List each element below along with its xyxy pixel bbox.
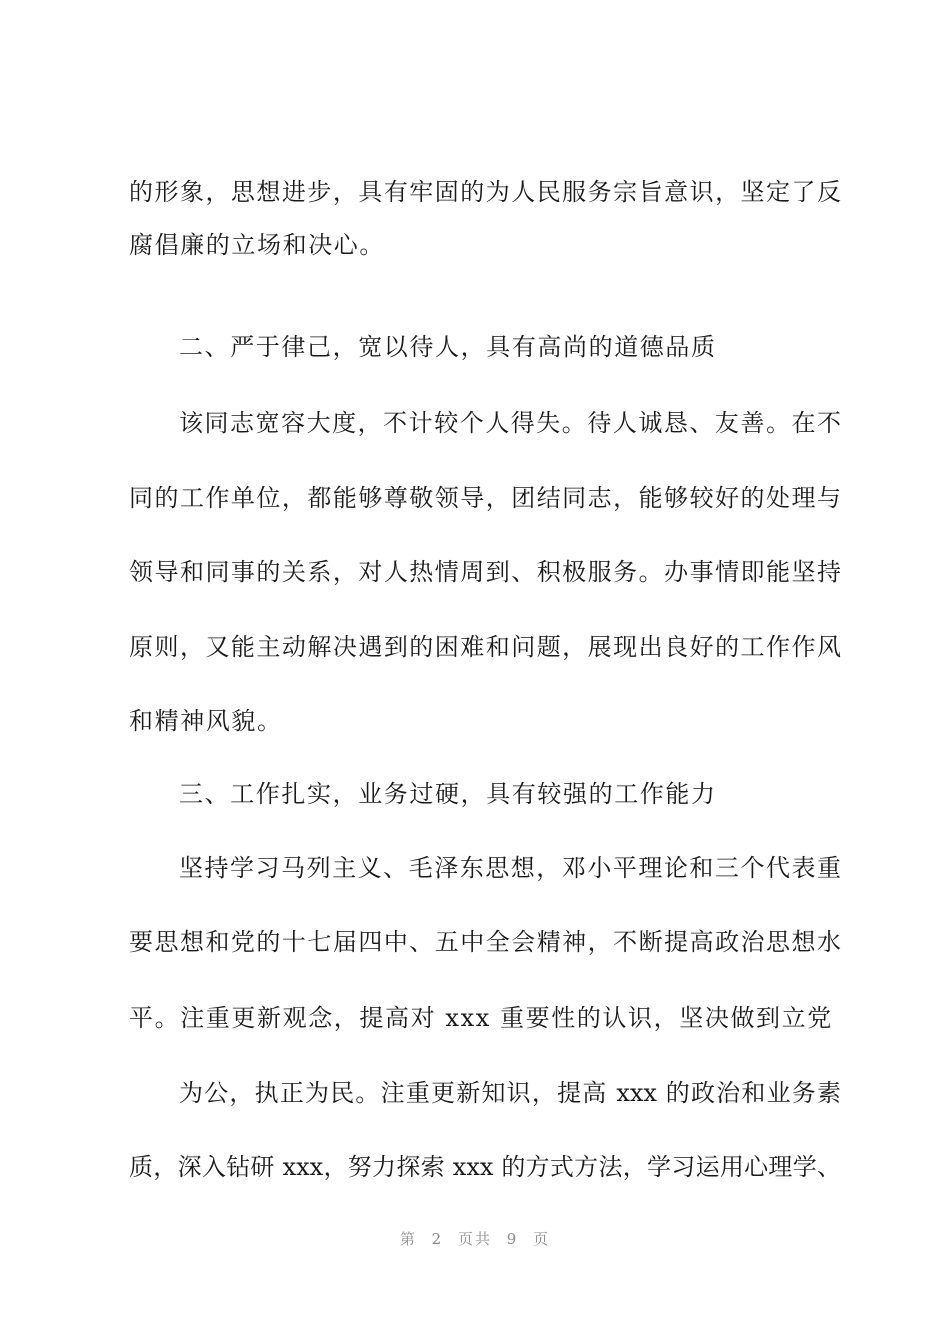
text-line-6: 领导和同事的关系，对人热情周到、积极服务。办事情即能坚持	[129, 558, 841, 586]
text-line-4: 该同志宽容大度，不计较个人得失。待人诚恳、友善。在不	[179, 409, 841, 437]
text-line-8: 和精神风貌。	[129, 707, 283, 735]
section-heading-2: 二、严于律己，宽以待人，具有高尚的道德品质	[179, 333, 717, 361]
text-line-10: 坚持学习马列主义、毛泽东思想，邓小平理论和三个代表重	[179, 854, 841, 882]
section-heading-3: 三、工作扎实，业务过硬，具有较强的工作能力	[179, 780, 717, 808]
text-line-11: 要思想和党的十七届四中、五中全会精神，不断提高政治思想水	[129, 928, 841, 956]
text-line-13: 为公，执正为民。注重更新知识，提高 xxx 的政治和业务素	[179, 1079, 841, 1107]
text-line-12: 平。注重更新观念，提高对 xxx 重要性的认识，坚决做到立党	[129, 1004, 833, 1032]
text-line-1: 的形象，思想进步，具有牢固的为人民服务宗旨意识，坚定了反	[129, 178, 841, 206]
text-line-2: 腐倡廉的立场和决心。	[129, 231, 385, 259]
text-line-5: 同的工作单位，都能够尊敬领导，团结同志，能够较好的处理与	[129, 484, 841, 512]
text-line-14: 质，深入钻研 xxx，努力探索 xxx 的方式方法，学习运用心理学、	[129, 1153, 841, 1181]
text-line-7: 原则，又能主动解决遇到的困难和问题，展现出良好的工作作风	[129, 633, 841, 661]
page-number-footer: 第 2 页共 9 页	[399, 1230, 551, 1248]
